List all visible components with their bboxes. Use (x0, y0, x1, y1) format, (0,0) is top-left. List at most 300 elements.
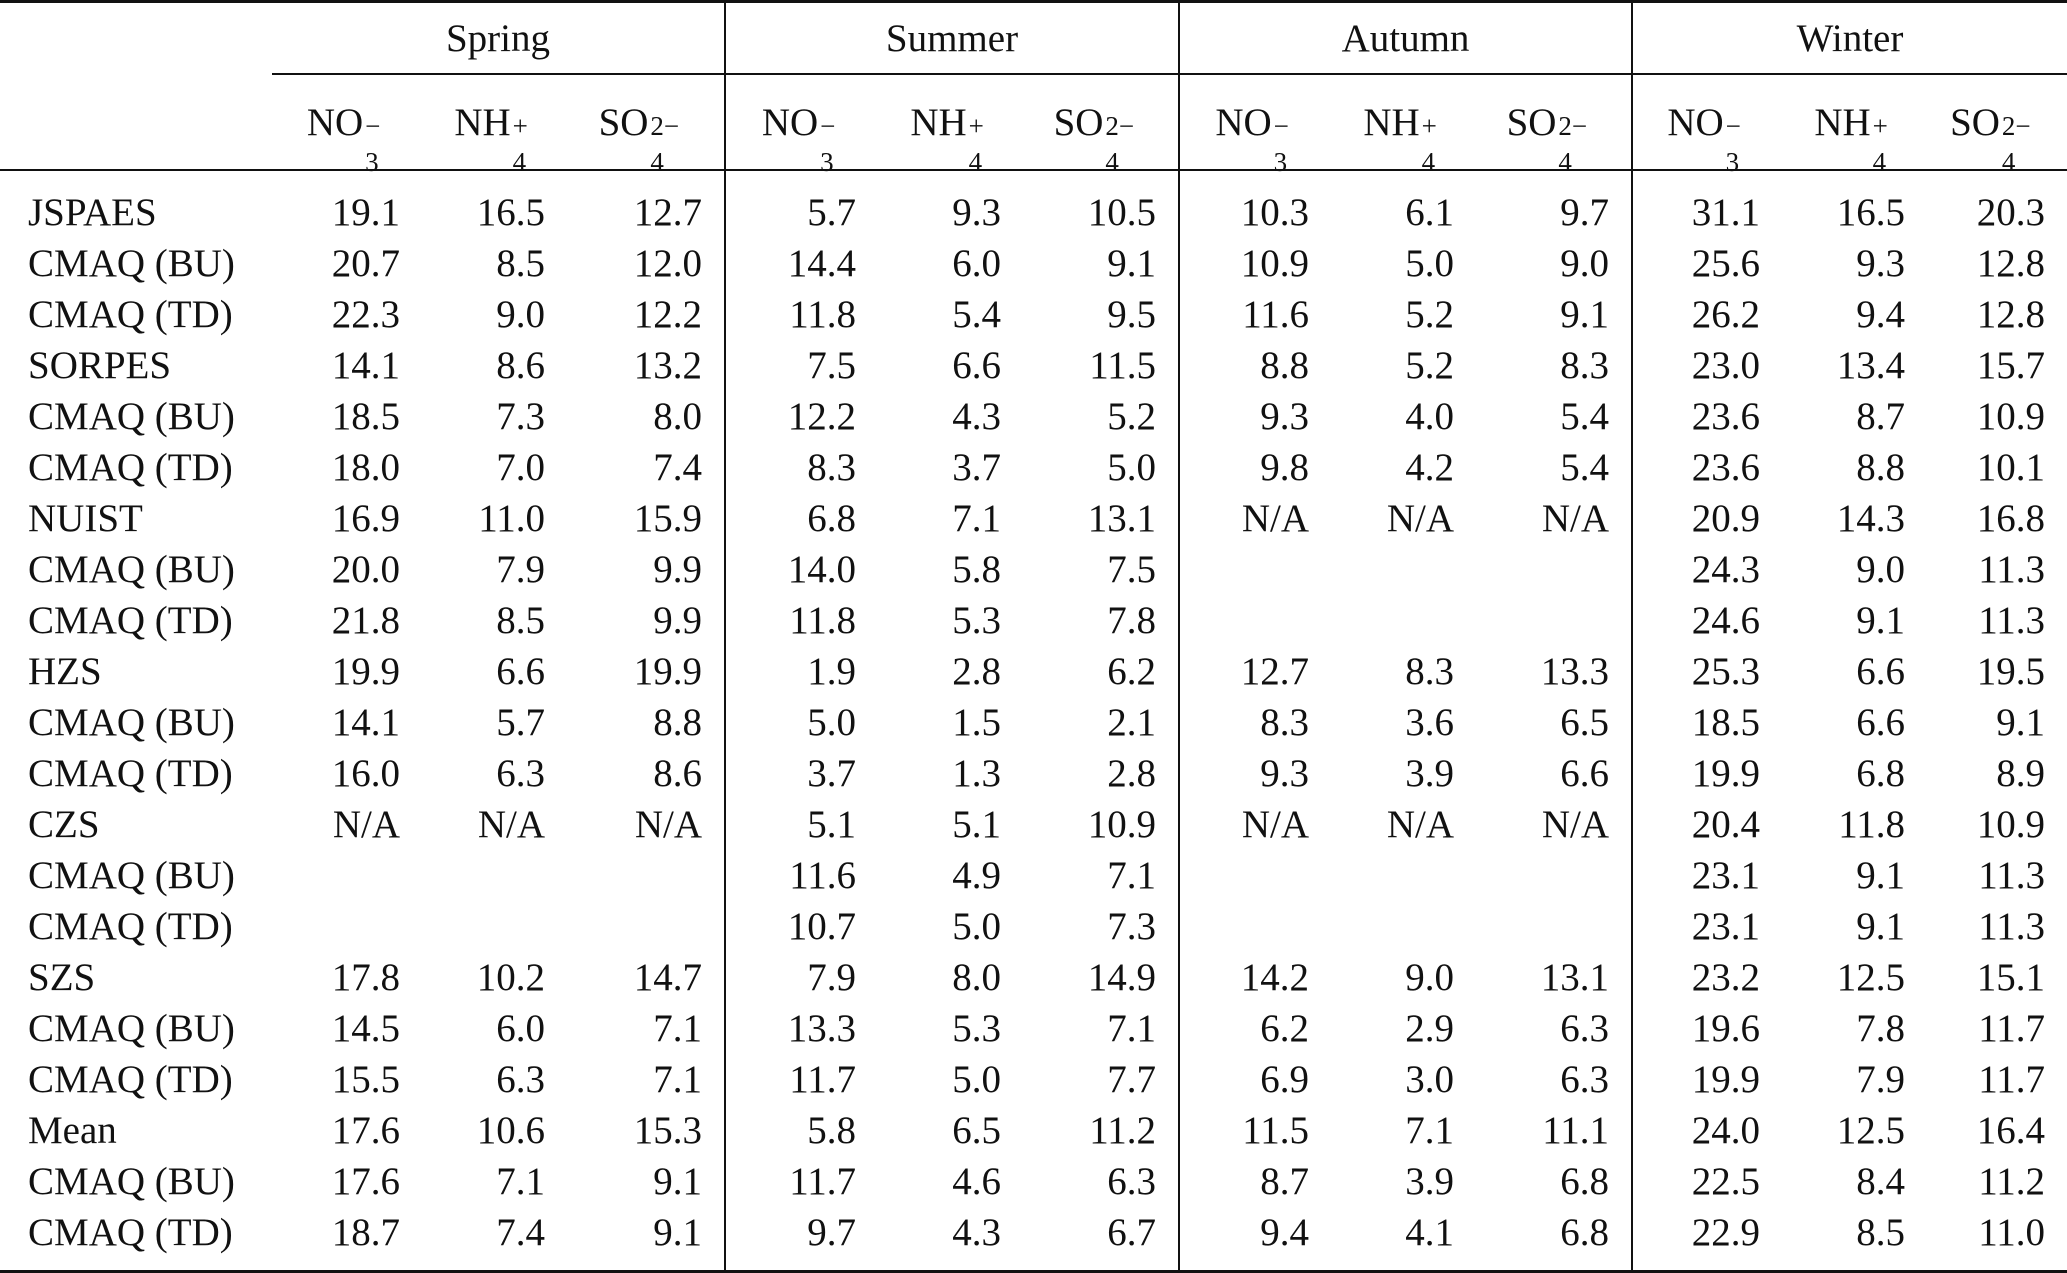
value-cell: 5.0 (878, 1054, 1023, 1105)
value-cell (1476, 595, 1632, 646)
value-cell: N/A (1331, 799, 1476, 850)
value-cell: 6.2 (1179, 1003, 1331, 1054)
species-header: NH + 4 (878, 74, 1023, 170)
value-cell: 8.8 (1782, 442, 1927, 493)
row-label: CMAQ (BU) (0, 697, 272, 748)
species-header: NO − 3 (1179, 74, 1331, 170)
value-cell: 11.7 (1927, 1003, 2067, 1054)
row-label: CMAQ (TD) (0, 595, 272, 646)
value-cell: 22.3 (272, 289, 422, 340)
value-cell: 7.0 (422, 442, 567, 493)
value-cell: 10.7 (725, 901, 878, 952)
table-row (0, 170, 2067, 238)
value-cell: 25.3 (1632, 646, 1782, 697)
value-cell: 4.3 (878, 1207, 1023, 1272)
value-cell: 1.5 (878, 697, 1023, 748)
value-cell: 2.9 (1331, 1003, 1476, 1054)
value-cell: 9.1 (567, 1156, 725, 1207)
row-label: CMAQ (BU) (0, 850, 272, 901)
value-cell: 5.2 (1023, 391, 1179, 442)
value-cell: 9.0 (1782, 544, 1927, 595)
value-cell (422, 901, 567, 952)
value-cell: 23.0 (1632, 340, 1782, 391)
value-cell (1476, 901, 1632, 952)
value-cell: 20.9 (1632, 493, 1782, 544)
value-cell: 9.3 (1782, 238, 1927, 289)
value-cell: 13.1 (1023, 493, 1179, 544)
value-cell: 12.0 (567, 238, 725, 289)
value-cell: 13.1 (1476, 952, 1632, 1003)
value-cell: 10.9 (1927, 799, 2067, 850)
value-cell (1331, 544, 1476, 595)
value-cell: 17.8 (272, 952, 422, 1003)
value-cell: 20.0 (272, 544, 422, 595)
value-cell: 5.7 (422, 697, 567, 748)
value-cell: 11.2 (1927, 1156, 2067, 1207)
value-cell: 7.9 (422, 544, 567, 595)
value-cell: 6.6 (422, 646, 567, 697)
value-cell (1331, 595, 1476, 646)
value-cell: 8.7 (1782, 391, 1927, 442)
value-cell: 9.0 (1476, 238, 1632, 289)
table-row (0, 1156, 2067, 1207)
value-cell (1476, 544, 1632, 595)
value-cell: 24.6 (1632, 595, 1782, 646)
value-cell: 9.4 (1179, 1207, 1331, 1272)
value-cell: 13.2 (567, 340, 725, 391)
value-cell: N/A (1476, 799, 1632, 850)
value-cell: 23.1 (1632, 901, 1782, 952)
season-header-winter: Winter (1632, 3, 2067, 74)
value-cell: 9.1 (1782, 595, 1927, 646)
value-cell: 8.8 (1179, 340, 1331, 391)
value-cell: 12.8 (1927, 289, 2067, 340)
row-label: CMAQ (TD) (0, 442, 272, 493)
value-cell: 18.5 (1632, 697, 1782, 748)
value-cell: 3.7 (725, 748, 878, 799)
season-header-row (0, 3, 2067, 74)
value-cell (1331, 850, 1476, 901)
value-cell: 1.3 (878, 748, 1023, 799)
value-cell (1179, 595, 1331, 646)
value-cell: 9.7 (1476, 170, 1632, 238)
value-cell: 11.2 (1023, 1105, 1179, 1156)
value-cell: 20.7 (272, 238, 422, 289)
value-cell: 4.9 (878, 850, 1023, 901)
value-cell: 19.9 (1632, 1054, 1782, 1105)
species-header: NH + 4 (422, 74, 567, 170)
value-cell: 12.5 (1782, 1105, 1927, 1156)
value-cell: 6.3 (422, 748, 567, 799)
value-cell: 15.3 (567, 1105, 725, 1156)
value-cell: 11.5 (1179, 1105, 1331, 1156)
row-label: JSPAES (0, 170, 272, 238)
value-cell: 9.0 (1331, 952, 1476, 1003)
value-cell: 2.1 (1023, 697, 1179, 748)
value-cell: 6.0 (422, 1003, 567, 1054)
value-cell: 14.5 (272, 1003, 422, 1054)
value-cell: 6.6 (878, 340, 1023, 391)
value-cell: 5.4 (878, 289, 1023, 340)
value-cell (1331, 901, 1476, 952)
value-cell: 23.6 (1632, 442, 1782, 493)
value-cell: 10.9 (1023, 799, 1179, 850)
species-header: SO 2− 4 (1476, 74, 1632, 170)
value-cell: 5.1 (878, 799, 1023, 850)
value-cell: 16.5 (1782, 170, 1927, 238)
value-cell: 5.3 (878, 595, 1023, 646)
value-cell: 8.6 (567, 748, 725, 799)
value-cell: 9.1 (1476, 289, 1632, 340)
species-header: NO − 3 (272, 74, 422, 170)
value-cell (1179, 850, 1331, 901)
value-cell: 18.7 (272, 1207, 422, 1272)
row-label: HZS (0, 646, 272, 697)
value-cell: 3.9 (1331, 1156, 1476, 1207)
value-cell: 24.3 (1632, 544, 1782, 595)
row-label: CMAQ (TD) (0, 748, 272, 799)
row-label: SORPES (0, 340, 272, 391)
row-label: CMAQ (BU) (0, 391, 272, 442)
value-cell: 5.0 (1023, 442, 1179, 493)
value-cell: 23.1 (1632, 850, 1782, 901)
value-cell: 11.7 (725, 1156, 878, 1207)
value-cell: 1.9 (725, 646, 878, 697)
value-cell: 11.8 (725, 289, 878, 340)
season-header-summer: Summer (725, 3, 1179, 74)
value-cell: 24.0 (1632, 1105, 1782, 1156)
season-header-spring: Spring (272, 3, 725, 74)
value-cell: 9.7 (725, 1207, 878, 1272)
row-label: NUIST (0, 493, 272, 544)
table-row (0, 850, 2067, 901)
table-row (0, 544, 2067, 595)
value-cell: 8.5 (1782, 1207, 1927, 1272)
species-header: SO 2− 4 (1927, 74, 2067, 170)
value-cell: 7.1 (1023, 1003, 1179, 1054)
value-cell: 8.5 (422, 238, 567, 289)
value-cell: 2.8 (1023, 748, 1179, 799)
value-cell: 8.3 (725, 442, 878, 493)
row-label: CMAQ (BU) (0, 1156, 272, 1207)
value-cell: 17.6 (272, 1105, 422, 1156)
table-row (0, 901, 2067, 952)
value-cell: 5.2 (1331, 289, 1476, 340)
table-row (0, 952, 2067, 1003)
value-cell: 5.2 (1331, 340, 1476, 391)
value-cell: 7.7 (1023, 1054, 1179, 1105)
value-cell: 7.1 (422, 1156, 567, 1207)
value-cell: 13.3 (725, 1003, 878, 1054)
value-cell: 6.8 (725, 493, 878, 544)
value-cell: 6.1 (1331, 170, 1476, 238)
value-cell: 8.4 (1782, 1156, 1927, 1207)
value-cell: 6.8 (1782, 748, 1927, 799)
value-cell: 9.1 (1927, 697, 2067, 748)
value-cell: N/A (422, 799, 567, 850)
value-cell: 6.5 (1476, 697, 1632, 748)
value-cell: 8.5 (422, 595, 567, 646)
value-cell: 10.6 (422, 1105, 567, 1156)
value-cell: 8.9 (1927, 748, 2067, 799)
value-cell: 18.5 (272, 391, 422, 442)
value-cell: 12.5 (1782, 952, 1927, 1003)
table-row (0, 493, 2067, 544)
value-cell: 15.7 (1927, 340, 2067, 391)
value-cell: 12.7 (1179, 646, 1331, 697)
table-row (0, 289, 2067, 340)
value-cell: 5.8 (878, 544, 1023, 595)
value-cell: 13.4 (1782, 340, 1927, 391)
value-cell: 6.6 (1476, 748, 1632, 799)
value-cell: 7.1 (567, 1054, 725, 1105)
table-row (0, 238, 2067, 289)
value-cell: 12.2 (725, 391, 878, 442)
value-cell: 19.5 (1927, 646, 2067, 697)
value-cell: 16.8 (1927, 493, 2067, 544)
value-cell: 14.7 (567, 952, 725, 1003)
value-cell: N/A (1179, 493, 1331, 544)
value-cell: 4.6 (878, 1156, 1023, 1207)
row-label: CMAQ (TD) (0, 1054, 272, 1105)
value-cell: 3.7 (878, 442, 1023, 493)
value-cell: N/A (272, 799, 422, 850)
row-label: CMAQ (BU) (0, 238, 272, 289)
value-cell: 7.8 (1023, 595, 1179, 646)
value-cell: 6.3 (1023, 1156, 1179, 1207)
value-cell: 9.9 (567, 544, 725, 595)
value-cell: 15.5 (272, 1054, 422, 1105)
table-row (0, 1003, 2067, 1054)
value-cell: 10.5 (1023, 170, 1179, 238)
value-cell: 4.2 (1331, 442, 1476, 493)
value-cell: 25.6 (1632, 238, 1782, 289)
value-cell: 11.7 (725, 1054, 878, 1105)
species-header: SO 2− 4 (567, 74, 725, 170)
value-cell: N/A (567, 799, 725, 850)
table-row (0, 646, 2067, 697)
table-row (0, 799, 2067, 850)
value-cell: 20.4 (1632, 799, 1782, 850)
value-cell: 14.2 (1179, 952, 1331, 1003)
table-row (0, 1105, 2067, 1156)
value-cell: 4.0 (1331, 391, 1476, 442)
table-row (0, 1207, 2067, 1272)
value-cell: 7.5 (1023, 544, 1179, 595)
value-cell: 9.4 (1782, 289, 1927, 340)
season-header-autumn: Autumn (1179, 3, 1632, 74)
value-cell: 12.2 (567, 289, 725, 340)
value-cell: 4.1 (1331, 1207, 1476, 1272)
row-label: SZS (0, 952, 272, 1003)
value-cell: 10.1 (1927, 442, 2067, 493)
row-label: CMAQ (TD) (0, 289, 272, 340)
species-header-row (0, 74, 2067, 170)
value-cell: 5.0 (725, 697, 878, 748)
value-cell: 6.2 (1023, 646, 1179, 697)
value-cell: 8.0 (567, 391, 725, 442)
value-cell: 11.6 (725, 850, 878, 901)
value-cell: 23.2 (1632, 952, 1782, 1003)
value-cell: 11.8 (725, 595, 878, 646)
value-cell: 11.3 (1927, 595, 2067, 646)
value-cell: 19.9 (567, 646, 725, 697)
value-cell: 9.1 (1782, 850, 1927, 901)
value-cell: 19.6 (1632, 1003, 1782, 1054)
species-header: NH + 4 (1782, 74, 1927, 170)
value-cell (567, 901, 725, 952)
table-row (0, 442, 2067, 493)
value-cell: 8.7 (1179, 1156, 1331, 1207)
value-cell: 9.5 (1023, 289, 1179, 340)
value-cell: 5.8 (725, 1105, 878, 1156)
value-cell: 6.3 (1476, 1003, 1632, 1054)
value-cell: 7.8 (1782, 1003, 1927, 1054)
value-cell: 11.3 (1927, 901, 2067, 952)
value-cell: 7.9 (725, 952, 878, 1003)
value-cell: 10.2 (422, 952, 567, 1003)
value-cell (1476, 850, 1632, 901)
value-cell: 11.3 (1927, 544, 2067, 595)
value-cell: N/A (1179, 799, 1331, 850)
value-cell: 6.7 (1023, 1207, 1179, 1272)
value-cell: 9.3 (1179, 748, 1331, 799)
species-header: SO 2− 4 (1023, 74, 1179, 170)
value-cell: 2.8 (878, 646, 1023, 697)
value-cell: 5.4 (1476, 391, 1632, 442)
value-cell: 6.5 (878, 1105, 1023, 1156)
value-cell: 15.9 (567, 493, 725, 544)
value-cell: 9.1 (1782, 901, 1927, 952)
table-row (0, 1054, 2067, 1105)
value-cell: 12.7 (567, 170, 725, 238)
row-label: CMAQ (TD) (0, 1207, 272, 1272)
value-cell: 8.3 (1476, 340, 1632, 391)
value-cell: 5.0 (878, 901, 1023, 952)
value-cell: 7.4 (567, 442, 725, 493)
value-cell: 9.0 (422, 289, 567, 340)
value-cell: 19.1 (272, 170, 422, 238)
value-cell: 6.3 (1476, 1054, 1632, 1105)
value-cell: 6.6 (1782, 697, 1927, 748)
value-cell: 11.7 (1927, 1054, 2067, 1105)
value-cell: 23.6 (1632, 391, 1782, 442)
value-cell: 5.0 (1331, 238, 1476, 289)
value-cell: 8.8 (567, 697, 725, 748)
value-cell: 16.0 (272, 748, 422, 799)
value-cell: 7.9 (1782, 1054, 1927, 1105)
value-cell: 14.0 (725, 544, 878, 595)
value-cell (567, 850, 725, 901)
value-cell: 21.8 (272, 595, 422, 646)
value-cell: 5.7 (725, 170, 878, 238)
value-cell: 14.4 (725, 238, 878, 289)
value-cell: 9.1 (1023, 238, 1179, 289)
value-cell: 15.1 (1927, 952, 2067, 1003)
value-cell: 3.9 (1331, 748, 1476, 799)
value-cell: 11.3 (1927, 850, 2067, 901)
value-cell: 8.3 (1331, 646, 1476, 697)
value-cell: 11.8 (1782, 799, 1927, 850)
value-cell (1179, 901, 1331, 952)
value-cell: 3.6 (1331, 697, 1476, 748)
value-cell: 12.8 (1927, 238, 2067, 289)
value-cell: 7.4 (422, 1207, 567, 1272)
value-cell: 9.9 (567, 595, 725, 646)
table-row (0, 595, 2067, 646)
value-cell: 11.5 (1023, 340, 1179, 391)
value-cell: 31.1 (1632, 170, 1782, 238)
value-cell: 9.8 (1179, 442, 1331, 493)
value-cell: 6.8 (1476, 1156, 1632, 1207)
table-row (0, 391, 2067, 442)
value-cell: 11.0 (422, 493, 567, 544)
value-cell: 18.0 (272, 442, 422, 493)
species-header: NH + 4 (1331, 74, 1476, 170)
value-cell: 19.9 (1632, 748, 1782, 799)
value-cell: 16.4 (1927, 1105, 2067, 1156)
value-cell: 13.3 (1476, 646, 1632, 697)
value-cell: 9.1 (567, 1207, 725, 1272)
value-cell: 26.2 (1632, 289, 1782, 340)
value-cell: 14.9 (1023, 952, 1179, 1003)
value-cell: 5.3 (878, 1003, 1023, 1054)
value-cell: 7.3 (1023, 901, 1179, 952)
value-cell: 14.1 (272, 340, 422, 391)
corner-cell (0, 3, 272, 74)
value-cell: 11.1 (1476, 1105, 1632, 1156)
species-header: NO − 3 (1632, 74, 1782, 170)
row-label: Mean (0, 1105, 272, 1156)
value-cell: 19.9 (272, 646, 422, 697)
value-cell: 7.1 (1023, 850, 1179, 901)
value-cell: N/A (1331, 493, 1476, 544)
row-label: CMAQ (BU) (0, 544, 272, 595)
value-cell: 5.1 (725, 799, 878, 850)
value-cell: 8.3 (1179, 697, 1331, 748)
table-body (0, 170, 2067, 1272)
value-cell: 4.3 (878, 391, 1023, 442)
value-cell: 7.1 (1331, 1105, 1476, 1156)
value-cell: 20.3 (1927, 170, 2067, 238)
value-cell: 11.0 (1927, 1207, 2067, 1272)
value-cell: 8.0 (878, 952, 1023, 1003)
value-cell: 16.9 (272, 493, 422, 544)
value-cell (1179, 544, 1331, 595)
table-row (0, 340, 2067, 391)
value-cell: 9.3 (1179, 391, 1331, 442)
value-cell: 6.9 (1179, 1054, 1331, 1105)
value-cell: 22.5 (1632, 1156, 1782, 1207)
value-cell: 11.6 (1179, 289, 1331, 340)
value-cell: N/A (1476, 493, 1632, 544)
table-row (0, 748, 2067, 799)
row-label: CMAQ (TD) (0, 901, 272, 952)
value-cell: 7.3 (422, 391, 567, 442)
value-cell: 6.0 (878, 238, 1023, 289)
value-cell: 6.6 (1782, 646, 1927, 697)
value-cell: 10.9 (1927, 391, 2067, 442)
value-cell: 10.9 (1179, 238, 1331, 289)
value-cell: 9.3 (878, 170, 1023, 238)
value-cell: 7.1 (567, 1003, 725, 1054)
value-cell: 14.1 (272, 697, 422, 748)
value-cell: 16.5 (422, 170, 567, 238)
value-cell: 22.9 (1632, 1207, 1782, 1272)
corner-cell (0, 74, 272, 170)
value-cell: 3.0 (1331, 1054, 1476, 1105)
value-cell: 8.6 (422, 340, 567, 391)
